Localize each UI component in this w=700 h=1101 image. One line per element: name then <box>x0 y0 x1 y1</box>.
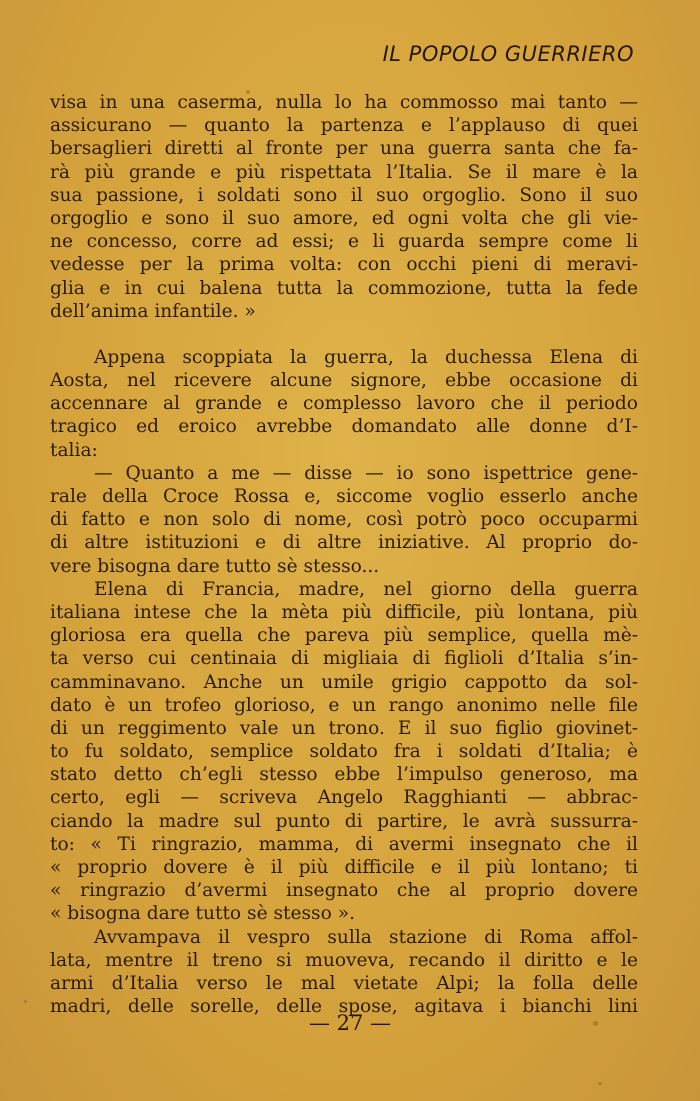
text-line: di un reggimento vale un trono. E il suo figlio giovinet- <box>50 717 638 739</box>
text-line: Avvampava il vespro sulla stazione di Roma affol- <box>94 926 638 948</box>
body-text <box>50 91 638 1018</box>
text-line: « proprio dovere è il più difficile e il più lontano; ti <box>50 857 638 878</box>
paragraph-elena-di-francia <box>50 578 638 926</box>
paragraph-duchessa <box>50 346 638 462</box>
paragraph-quote-duchessa <box>50 462 638 578</box>
text-line: talia: <box>50 439 98 461</box>
text-line: gloriosa era quella che pareva più semplice, quella mè- <box>50 625 638 647</box>
text-line: ne concesso, corre ad essi; e li guarda sempre come li <box>50 231 638 253</box>
text-line: armi d’Italia verso le mal vietate Alpi; la folla delle <box>50 972 638 994</box>
text-line: to fu soldato, semplice soldato fra i soldati d’Italia; è <box>50 741 638 763</box>
text-line: madri, delle sorelle, delle spose, agitava i bianchi lini <box>50 996 638 1018</box>
text-line: lata, mentre il treno si muoveva, recando il diritto e le <box>50 949 638 971</box>
paper-speck <box>246 90 250 94</box>
text-line: Aosta, nel ricevere alcune signore, ebbe occasione di <box>50 370 638 392</box>
text-line: accennare al grande e complesso lavoro che il periodo <box>50 393 638 415</box>
paper-speck <box>593 1021 598 1026</box>
text-line: Elena di Francia, madre, nel giorno della guerra <box>94 578 638 600</box>
text-line: « ringrazio d’avermi insegnato che al proprio dovere <box>50 880 638 902</box>
text-line: ta verso cui centinaia di migliaia di figlioli d’Italia s’in- <box>50 648 638 670</box>
text-line: glia e in cui balena tutta la commozione, tutta la fede <box>50 277 638 299</box>
text-line: ciando la madre sul punto di partire, le avrà sussurra- <box>50 810 638 832</box>
text-line: rale della Croce Rossa e, siccome voglio esserlo anche <box>50 486 638 507</box>
text-line: dato è un trofeo glorioso, e un rango anonimo nelle file <box>50 694 638 716</box>
text-line: rà più grande e più rispettata l’Italia. Se il mare è la <box>50 161 638 183</box>
text-line: sua passione, i soldati sono il suo orgoglio. Sono il suo <box>50 184 638 206</box>
text-line: dell’anima infantile. » <box>50 300 256 322</box>
text-line: to: « Ti ringrazio, mamma, di avermi insegnato che il <box>50 833 638 855</box>
text-line: visa in una caserma, nulla lo ha commosso mai tanto — <box>50 92 638 113</box>
text-line: di fatto e non solo di nome, così potrò poco occuparmi <box>50 509 638 531</box>
section-break <box>50 323 638 346</box>
text-line: vere bisogna dare tutto sè stesso... <box>50 555 380 577</box>
text-line: camminavano. Anche un umile grigio cappotto da sol- <box>50 671 638 693</box>
paragraph-vespro <box>50 926 638 1019</box>
text-line: bersaglieri diretti al fronte per una guerra santa che fa- <box>50 138 638 160</box>
paper-speck <box>24 1000 27 1003</box>
paper-speck <box>598 1082 602 1085</box>
text-line: di altre istituzioni e di altre iniziative. Al proprio do- <box>50 532 638 554</box>
text-line: certo, egli — scriveva Angelo Ragghianti — abbrac- <box>50 787 638 809</box>
text-line: italiana intese che la mèta più difficile, più lontana, più <box>50 601 638 623</box>
text-line: vedesse per la prima volta: con occhi pieni di meravi- <box>50 254 638 276</box>
text-line: « bisogna dare tutto sè stesso ». <box>50 903 355 925</box>
text-line: — Quanto a me — disse — io sono ispettrice gene- <box>94 462 638 484</box>
text-line: tragico ed eroico avrebbe domandato alle donne d’I- <box>50 416 638 438</box>
text-line: stato detto ch’egli stesso ebbe l’impulso generoso, ma <box>50 764 638 786</box>
running-header: IL POPOLO GUERRIERO <box>382 42 634 66</box>
text-line: Appena scoppiata la guerra, la duchessa Elena di <box>94 346 638 368</box>
page-number: — 27 — <box>308 1011 392 1035</box>
text-line: assicurano — quanto la partenza e l’applauso di quei <box>50 115 638 137</box>
text-line: orgoglio e sono il suo amore, ed ogni volta che gli vie- <box>50 207 638 229</box>
paragraph-quote-end <box>50 91 638 323</box>
